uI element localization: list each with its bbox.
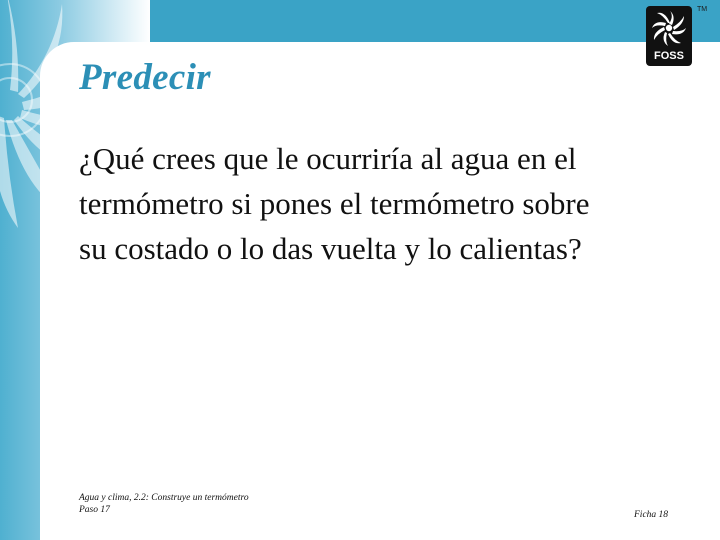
foss-logo-icon xyxy=(646,6,692,66)
footer-card-label: Ficha 18 xyxy=(634,510,669,520)
question-line: su costado o lo das vuelta y lo calientas? xyxy=(79,231,582,266)
logo-wordmark: FOSS xyxy=(654,50,684,62)
question-line: ¿Qué crees que le ocurriría al agua en el xyxy=(79,141,577,176)
question-line: termómetro si pones el termómetro sobre xyxy=(79,186,590,221)
footer-source xyxy=(79,492,339,516)
question-text xyxy=(79,136,699,271)
trademark-mark: TM xyxy=(697,6,708,13)
footer-course-line: Agua y clima, 2.2: Construye un termómetro xyxy=(79,493,249,503)
footer-step-line: Paso 17 xyxy=(79,505,110,515)
content-card xyxy=(40,42,720,540)
slide-title: Predecir xyxy=(79,57,211,98)
